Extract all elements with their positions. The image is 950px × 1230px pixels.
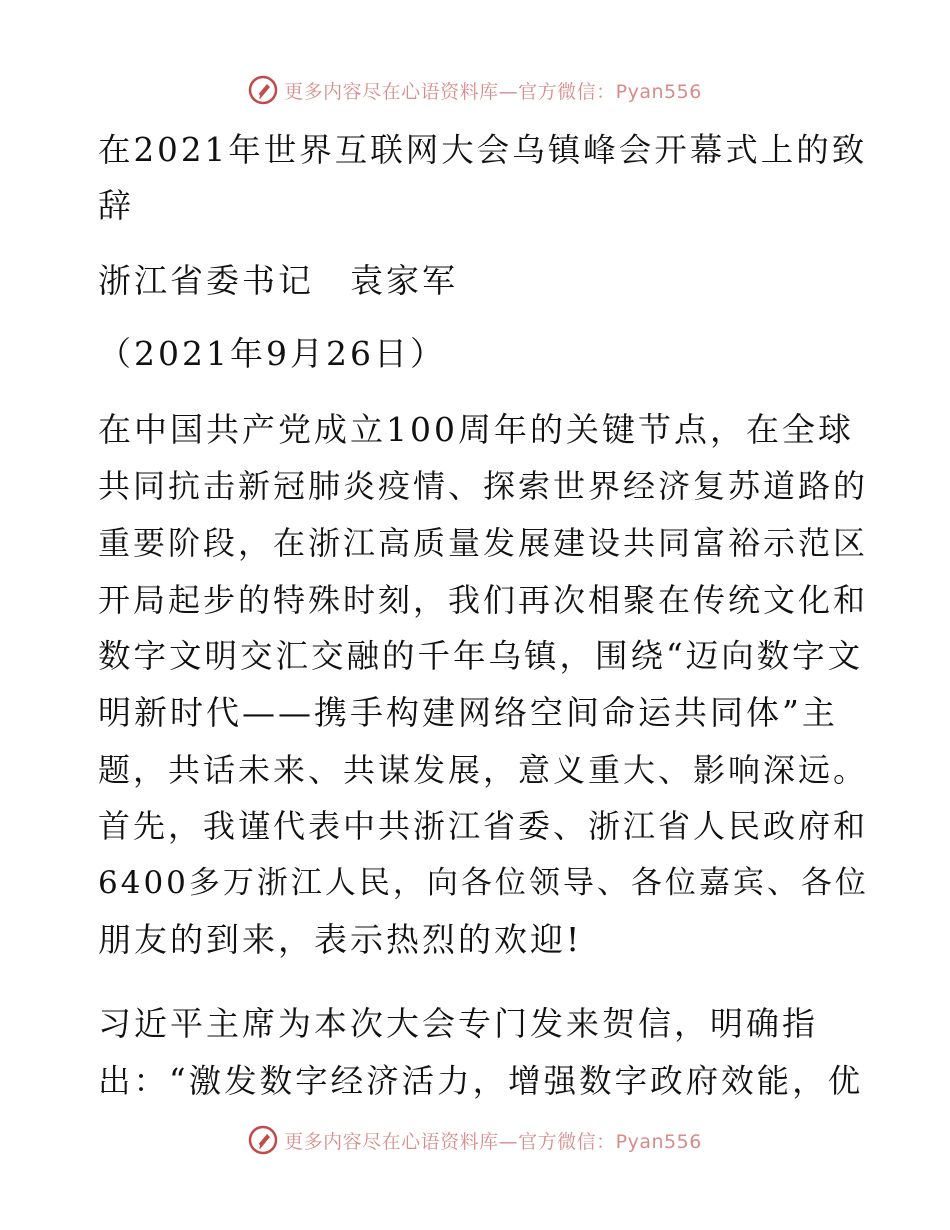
paragraph-1-line: 重要阶段，在浙江高质量发展建设共同富裕示范区 <box>98 524 869 562</box>
watermark-header <box>0 70 950 110</box>
paragraph-2-line: 习近平主席为本次大会专门发来贺信，明确指 <box>98 1004 818 1043</box>
date-line: （2021年9月26日） <box>98 334 446 373</box>
pen-logo-icon <box>248 75 278 105</box>
paragraph-1-line: 6400多万浙江人民，向各位领导、各位嘉宾、各位 <box>98 865 869 901</box>
paragraph-1-line: 朋友的到来，表示热烈的欢迎! <box>98 920 583 959</box>
pen-logo-icon <box>248 1125 278 1155</box>
paragraph-1-line: 数字文明交汇交融的千年乌镇，围绕“迈向数字文 <box>98 637 864 675</box>
paragraph-1-line: 开局起步的特殊时刻，我们再次相聚在传统文化和 <box>98 581 869 619</box>
paragraph-1-line: 在中国共产党成立100周年的关键节点，在全球 <box>98 410 854 449</box>
document-title-line-2: 辞 <box>98 186 134 225</box>
watermark-text: 更多内容尽在心语资料库—官方微信：Pyan556 <box>284 1130 702 1153</box>
paragraph-2-line: 出：“激发数字经济活力，增强数字政府效能，优 <box>98 1062 864 1100</box>
watermark-text: 更多内容尽在心语资料库—官方微信：Pyan556 <box>284 80 702 103</box>
author-line: 浙江省委书记 袁家军 <box>98 261 458 300</box>
paragraph-1-line: 首先，我谨代表中共浙江省委、浙江省人民政府和 <box>98 807 869 845</box>
paragraph-1-line: 题，共话未来、共谋发展，意义重大、影响深远。 <box>98 751 869 789</box>
paragraph-1-line: 明新时代——携手构建网络空间命运共同体”主 <box>98 693 838 732</box>
document-title-line-1: 在2021年世界互联网大会乌镇峰会开幕式上的致 <box>98 131 868 169</box>
watermark-footer <box>0 1120 950 1160</box>
paragraph-1-line: 共同抗击新冠肺炎疫情、探索世界经济复苏道路的 <box>98 467 869 505</box>
